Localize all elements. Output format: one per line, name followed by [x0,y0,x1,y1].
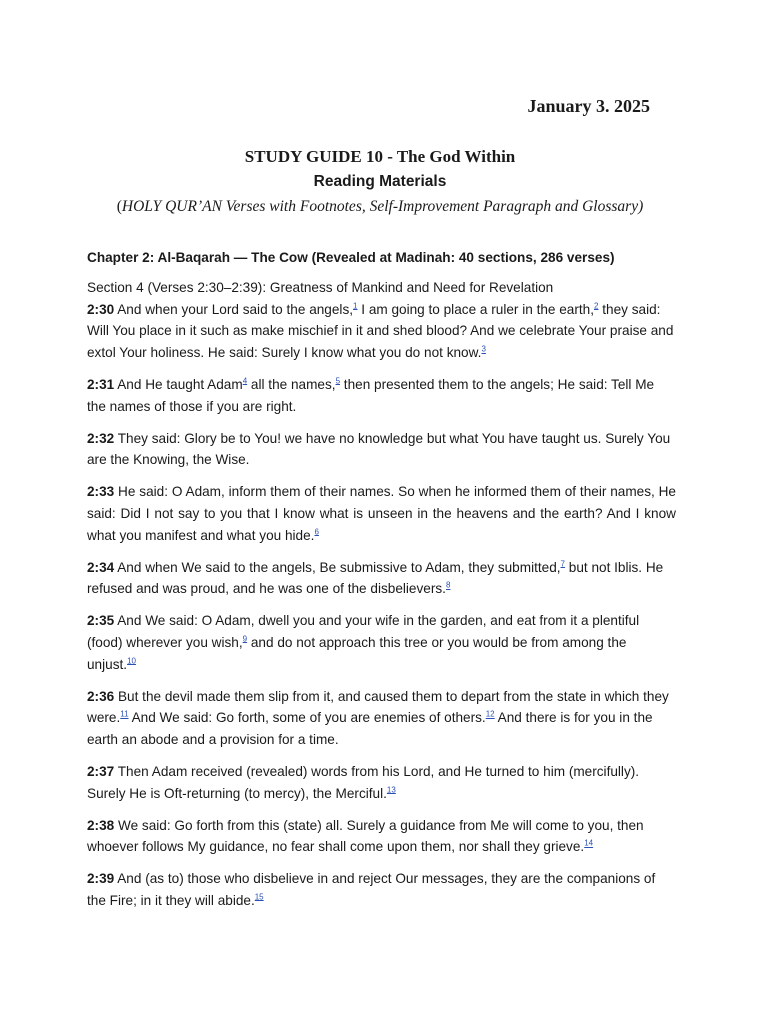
verse-text: And He taught Adam [114,376,243,392]
footnote-link[interactable]: 12 [485,709,495,719]
verse-text: He said: O Adam, inform them of their names. So when he informed them of their names, He said: Did I not say to you that I know what is unseen in the heavens and the earth? And I know what you manifest and what you hide. [87,484,676,543]
verse-2-33 [87,481,676,546]
verse-number: 2:37 [87,763,115,779]
verse-text: I am going to place a ruler in the earth, [357,301,595,317]
verse-text: but not Iblis. He refused and was proud, and he was one of the disbelievers. [87,559,664,597]
chapter-heading: Chapter 2: Al-Baqarah — The Cow (Revealed at Madinah: 40 sections, 286 verses) [87,250,615,265]
verse-number: 2:39 [87,871,115,887]
note-italic-text: HOLY QUR’AN Verses with Footnotes, Self-Improvement Paragraph and Glossary) [121,198,644,215]
verse-2-39 [87,868,676,912]
document-date: January 3. 2025 [527,96,650,116]
document-note [0,198,760,216]
verse-number: 2:38 [87,817,115,833]
verse-text: And there is for you in the earth an abode and a provision for a time. [87,710,653,748]
footnote-link[interactable]: 8 [445,580,451,590]
verse-text: And when your Lord said to the angels, [114,301,354,317]
verse-text: But the devil made them slip from it, and caused them to depart from the state in which they were. [87,688,669,726]
verse-text: And when We said to the angels, Be submissive to Adam, they submitted, [114,559,561,575]
verse-2-35 [87,610,676,675]
verse-text: And We said: Go forth, some of you are enemies of others. [128,710,486,726]
footnote-link[interactable]: 6 [314,527,319,537]
verse-2-31 [87,374,676,418]
verse-text: all the names, [247,376,336,392]
footnote-link[interactable]: 2 [594,301,599,311]
footnote-link[interactable]: 11 [120,709,129,719]
verse-2-36 [87,686,676,751]
verse-2-37 [87,761,676,805]
footnote-link[interactable]: 7 [560,559,565,569]
verse-number: 2:30 [87,301,115,317]
verse-number: 2:33 [87,484,115,500]
verse-number: 2:31 [87,376,115,392]
verse-number: 2:35 [87,613,115,629]
document-title: STUDY GUIDE 10 - The God Within [244,147,516,166]
verse-text: They said: Glory be to You! we have no knowledge but what You have taught us. Surely You are the Knowing, the Wise. [87,430,671,468]
footnote-link[interactable]: 9 [242,634,248,644]
verse-2-34 [87,557,676,601]
verse-text: And (as to) those who disbelieve in and reject Our messages, they are the companions of the Fire; in it they will abide. [87,871,656,908]
verse-2-32 [87,428,676,472]
note-open-paren: ( [116,198,122,215]
verse-2-38 [87,815,676,859]
footnote-link[interactable]: 4 [242,376,248,386]
verse-2-30 [87,299,676,364]
footnote-link[interactable]: 3 [481,344,486,354]
verse-list [87,299,676,912]
footnote-link[interactable]: 14 [584,838,594,848]
footnote-link[interactable]: 10 [127,656,136,666]
document-subtitle: Reading Materials [313,173,447,190]
verse-text: Then Adam received (revealed) words from his Lord, and He turned to him (mercifully). Surely He is Oft-returning (to mercy), the Merciful. [87,763,640,801]
verse-number: 2:34 [87,559,115,575]
footnote-link[interactable]: 15 [254,892,264,902]
verse-number: 2:32 [87,430,115,446]
reading-content [87,247,676,922]
verse-text: they said: Will You place in it such as make mischief in it and shed blood? And we celebrate Your praise and extol Your holiness. He said: Surely I know what you do not know. [87,301,674,361]
verse-number: 2:36 [87,688,115,704]
footnote-link[interactable]: 1 [353,301,358,311]
verse-text: We said: Go forth from this (state) all. Surely a guidance from Me will come to you, then whoever follows My guidance, no fear shall come upon them, nor shall they grieve. [87,817,644,855]
verse-text: then presented them to the angels; He said: Tell Me the names of those if you are right. [87,376,655,414]
verse-text: And We said: O Adam, dwell you and your wife in the garden, and eat from it a plentiful (food) wherever you wish, [87,613,640,650]
footnote-link[interactable]: 5 [335,376,341,386]
verse-text: and do not approach this tree or you would be from among the unjust. [87,634,627,672]
section-heading: Section 4 (Verses 2:30–2:39): Greatness of Mankind and Need for Revelation [87,279,554,295]
footnote-link[interactable]: 13 [386,785,396,795]
